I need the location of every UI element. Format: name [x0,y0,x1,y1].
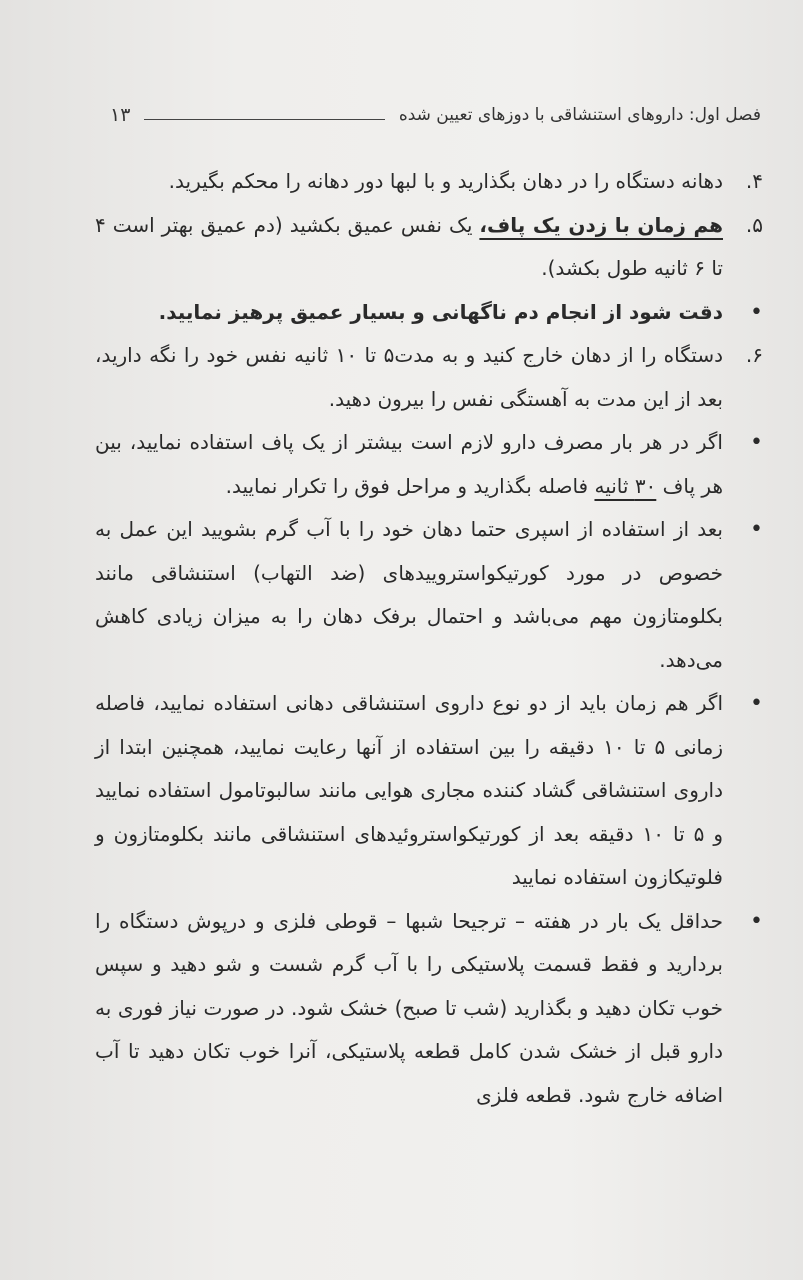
step-4 [95,160,763,204]
chapter-title: فصل اول: داروهای استنشاقی با دوزهای تعیین شده [398,105,761,125]
warning-text: دقت شود از انجام دم ناگهانی و بسیار عمیق پرهیز نمایید. [158,299,723,324]
bullet-text: حداقل یک بار در هفته – ترجیحا شبها – قوطی فلزی و درپوش دستگاه را بردارید و فقط قسمت پلاستیکی را با آب گرم شست و شو دهید و سپس خوب تکان دهید و بگذارید (شب تا صبح) خشک شود. در صورت نیاز فوری به دارو قبل از خشک شدن کامل قطعه پلاستیکی، آنرا خوب تکان دهید تا آب اضافه خارج شود. قطعه فلزی [95,908,723,1107]
bullet-item [95,900,763,1118]
bullet-item [95,682,763,900]
running-header [110,100,761,130]
step-number: ۵. [745,212,763,237]
step-5 [95,204,763,291]
bullet-item [95,421,763,508]
page-body [95,160,763,1117]
bullet-item [95,508,763,682]
bullet-text: اگر در هر بار مصرف دارو لازم است بیشتر از یک پاف استفاده نمایید، بین هر پاف ۳۰ ثانیه فاصله بگذارید و مراحل فوق را تکرار نمایید. [95,430,723,498]
bullet-text: اگر هم زمان باید از دو نوع داروی استنشاقی دهانی استفاده نمایید، فاصله زمانی ۵ تا ۱۰ دقیقه را بین استفاده از آنها رعایت نمایید، همچنین ابتدا از داروی استنشاقی گشاد کننده مجاری هوایی مانند سالبوتامول استفاده نمایید و ۵ تا ۱۰ دقیقه بعد از کورتیکواستروئیدهای استنشاقی مانند بکلومتازون و فلوتیکازون استفاده نمایید [95,691,724,889]
header-rule [144,119,384,120]
step-number: ۴. [745,169,763,193]
bullet-icon: • [750,430,763,455]
step-text: دستگاه را از دهان خارج کنید و به مدت۵ تا ۱۰ ثانیه نفس خود را نگه دارید، بعد از این مدت به آهستگی نفس را بیرون دهید. [95,343,723,411]
bullet-icon: • [750,517,763,542]
step-6 [95,334,763,421]
underlined-text: ۳۰ ثانیه [594,473,657,498]
bullet-icon: • [750,299,763,325]
step-number: ۶. [745,343,763,367]
warning-bullet [95,291,763,335]
step-text: دهانه دستگاه را در دهان بگذارید و با لبها دور دهانه را محکم بگیرید. [168,169,723,193]
bullet-icon: • [750,691,763,716]
page-number: ۱۳ [110,104,131,126]
bullet-text: بعد از استفاده از اسپری حتما دهان خود را با آب گرم بشویید این عمل به خصوص در مورد کورتیکواستروییدهای (ضد التهاب) استنشاقی مانند بکلومتازون مهم می‌باشد و احتمال برفک دهان را به میزان زیادی کاهش می‌دهد. [95,517,723,672]
emphasis-text: هم زمان با زدن یک پاف، [479,212,723,237]
step-text: هم زمان با زدن یک پاف، یک نفس عمیق بکشید (دم عمیق بهتر است ۴ تا ۶ ثانیه طول بکشد). [95,212,723,280]
bullet-icon: • [750,908,763,934]
